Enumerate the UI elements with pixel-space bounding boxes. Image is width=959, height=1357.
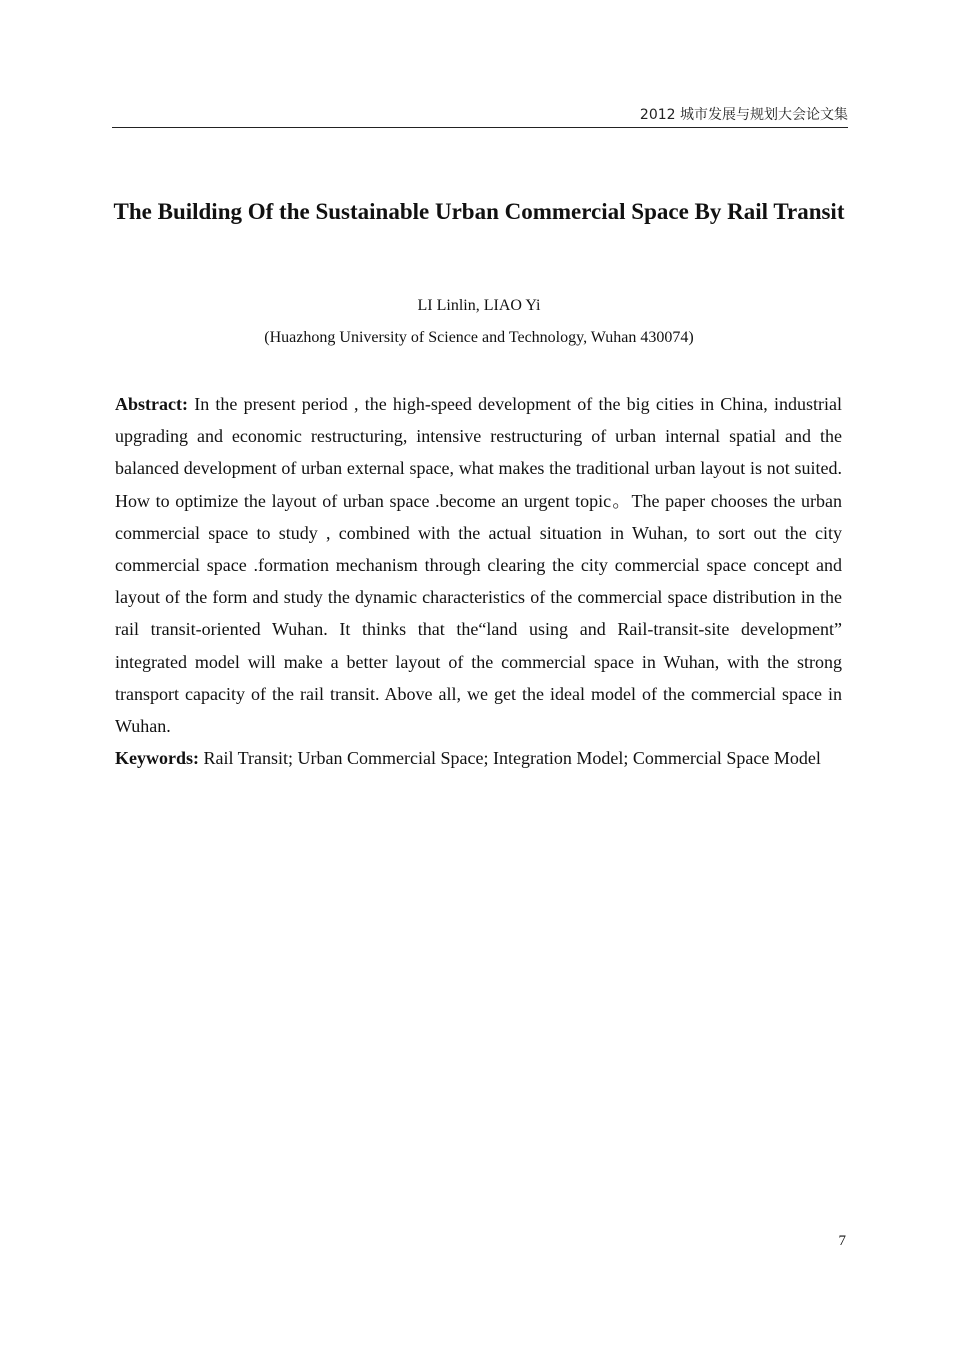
abstract-text: In the present period , the high-speed development of the big cities in China, industrial upgrading and economic restructuring, intensive restructuring of urban internal spatial and the balanced development of urban external space, what makes the traditional urban layout is not suited. How to optimize the layout of urban space .become an urgent topic。The paper chooses the urban commercial space to study , combined with the actual situation in Wuhan, to sort out the city commercial space .formation mechanism through clearing the city commercial space concept and layout of the form and study the dynamic characteristics of the commercial space distribution in the rail transit-oriented Wuhan. It thinks that the“land using and Rail-transit-site development” integrated model will make a better layout of the commercial space in Wuhan, with the strong transport capacity of the rail transit. Above all, we get the ideal model of the commercial space in Wuhan.: [115, 394, 842, 737]
keywords-label: Keywords:: [115, 748, 199, 768]
paper-title: The Building Of the Sustainable Urban Commercial Space By Rail Transit: [113, 199, 845, 224]
header-rule: [112, 127, 848, 128]
authors: LI Linlin, LIAO Yi: [417, 297, 541, 314]
abstract: [115, 388, 842, 742]
keywords: [115, 742, 842, 774]
affiliation: (Huazhong University of Science and Technology, Wuhan 430074): [264, 329, 694, 346]
page-number: 7: [838, 1233, 846, 1249]
keywords-text: Rail Transit; Urban Commercial Space; Integration Model; Commercial Space Model: [203, 748, 821, 768]
abstract-label: Abstract:: [115, 394, 188, 414]
running-header: 2012 城市发展与规划大会论文集: [639, 107, 848, 123]
